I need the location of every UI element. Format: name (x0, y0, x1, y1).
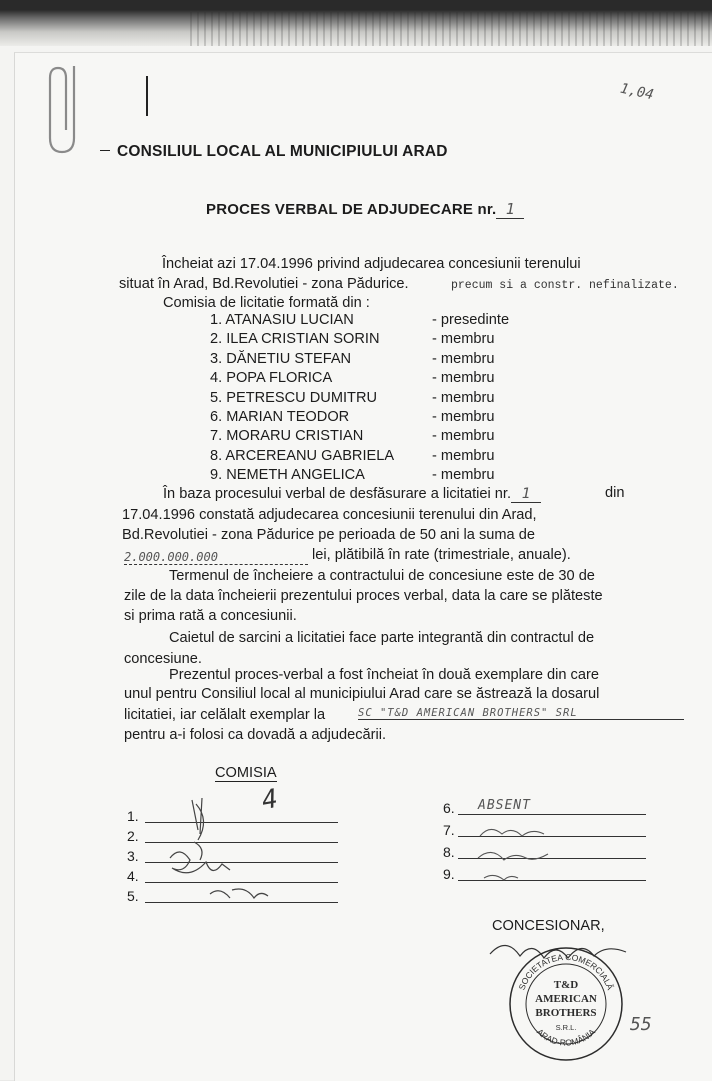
commission-member-role: - membru (432, 389, 495, 406)
p1-line-1-text: În baza procesului verbal de desfăsurare a licitatiei nr. (163, 486, 512, 502)
commission-member-role: - membru (432, 428, 495, 445)
p4-handwritten-company: SC "T&D AMERICAN BROTHERS" SRL (358, 707, 684, 720)
signature-number-right: 7. (443, 822, 455, 838)
p2-line-2: zile de la data încheierii prezentului proces verbal, data la care se plăteste (124, 588, 603, 604)
signature-value-right: ABSENT (478, 798, 531, 813)
dash-mark (100, 150, 110, 151)
p1-line-4: lei, plătibilă în rate (trimestriale, anuale). (312, 547, 571, 563)
p4-line-4: pentru a-i folosi ca dovadă a adjudecării. (124, 727, 387, 743)
commission-member-role: - presedinte (432, 312, 510, 328)
signature-number-left: 4. (127, 868, 139, 884)
p3-line-1: Caietul de sarcini a licitatiei face parte integrantă din contractul de (169, 630, 595, 646)
stamp-line-1: T&D (553, 979, 579, 991)
p1-number: 1 (511, 485, 541, 503)
margin-mark (146, 76, 148, 116)
signature-number-right: 9. (443, 866, 455, 882)
stamp-line-4: S.R.L. (555, 1023, 577, 1032)
stamp-line-2: AMERICAN (535, 993, 597, 1005)
page-note: 1,04 (618, 80, 656, 104)
company-stamp (506, 944, 626, 1064)
commission-member-role: - membru (432, 409, 495, 425)
p2-line-3: si prima rată a concesiunii. (124, 608, 297, 624)
scan-noise (190, 12, 710, 46)
p2-line-1: Termenul de încheiere a contractului de concesiune este de 30 de (169, 568, 595, 584)
commission-heading: COMISIA (215, 765, 277, 781)
commission-member-name: 7. MORARU CRISTIAN (210, 428, 364, 445)
intro-line-3: Comisia de licitatie formată din : (163, 295, 370, 311)
commission-member-role: - membru (432, 447, 495, 464)
intro-line-1: Încheiat azi 17.04.1996 privind adjudecarea concesiunii terenului (162, 256, 581, 272)
signature-number-left: 2. (127, 828, 139, 844)
amount-handwritten: 2.000.000.000 (124, 550, 308, 565)
commission-member-name: 1. ATANASIU LUCIAN (210, 312, 354, 328)
commission-member-name: 9. NEMETH ANGELICA (210, 467, 365, 484)
commission-member-role: - membru (432, 370, 495, 387)
commission-member-name: 4. POPA FLORICA (210, 370, 333, 387)
document-number: 1 (496, 200, 524, 219)
p3-line-2: concesiune. (124, 651, 202, 667)
p1-line-2: 17.04.1996 constată adjudecarea concesiunii terenului din Arad, (122, 507, 537, 523)
handwritten-mark: 4 (259, 783, 281, 817)
p1-line-1 (163, 485, 541, 503)
commission-member-name: 3. DĂNETIU STEFAN (210, 350, 352, 367)
p4-line-1: Prezentul proces-verbal a fost încheiat în două exemplare din care (169, 667, 599, 683)
stamp-line-3: BROTHERS (535, 1007, 597, 1019)
p4-line-2: unul pentru Consiliul local al municipiului Arad care se ăstrează la dosarul (124, 686, 600, 702)
signature-scribbles-left (150, 790, 340, 920)
commission-member-role: - membru (432, 350, 495, 367)
commission-member-role: - membru (432, 467, 495, 484)
p1-line-3: Bd.Revolutiei - zona Pădurice pe perioada de 50 ani la suma de (122, 527, 535, 543)
signature-number-left: 5. (127, 888, 139, 904)
signature-number-left: 3. (127, 848, 139, 864)
stamp-top-arc: SOCIETATEA COMERCIALĂ (516, 951, 616, 992)
page-number: 55 (630, 1014, 652, 1035)
intro-line-2-typed: precum si a constr. nefinalizate. (451, 279, 679, 292)
p4-line-3: licitatiei, iar celălalt exemplar la (124, 707, 326, 723)
commission-member-name: 8. ARCEREANU GABRIELA (210, 447, 395, 464)
commission-member-name: 5. PETRESCU DUMITRU (210, 389, 378, 406)
document-title-text: PROCES VERBAL DE ADJUDECARE nr. (206, 201, 497, 218)
p1-din: din (605, 485, 625, 501)
paperclip-icon (44, 58, 88, 158)
stamp-bottom-arc: ARAD-ROMÂNIA (534, 1026, 598, 1048)
document-title (206, 200, 524, 219)
concessionaire-label: CONCESIONAR, (492, 918, 605, 934)
signature-line-right (458, 814, 646, 815)
commission-member-role: - membru (432, 331, 495, 348)
signature-number-right: 8. (443, 844, 455, 860)
signature-number-left: 1. (127, 808, 139, 824)
institution-title: CONSILIUL LOCAL AL MUNICIPIULUI ARAD (117, 143, 448, 160)
intro-line-2-main: situat în Arad, Bd.Revolutiei - zona Pădurice. (119, 276, 409, 292)
signature-number-right: 6. (443, 800, 455, 816)
signature-scribbles-right (470, 818, 630, 888)
commission-member-name: 6. MARIAN TEODOR (210, 409, 350, 425)
commission-member-name: 2. ILEA CRISTIAN SORIN (210, 331, 380, 348)
